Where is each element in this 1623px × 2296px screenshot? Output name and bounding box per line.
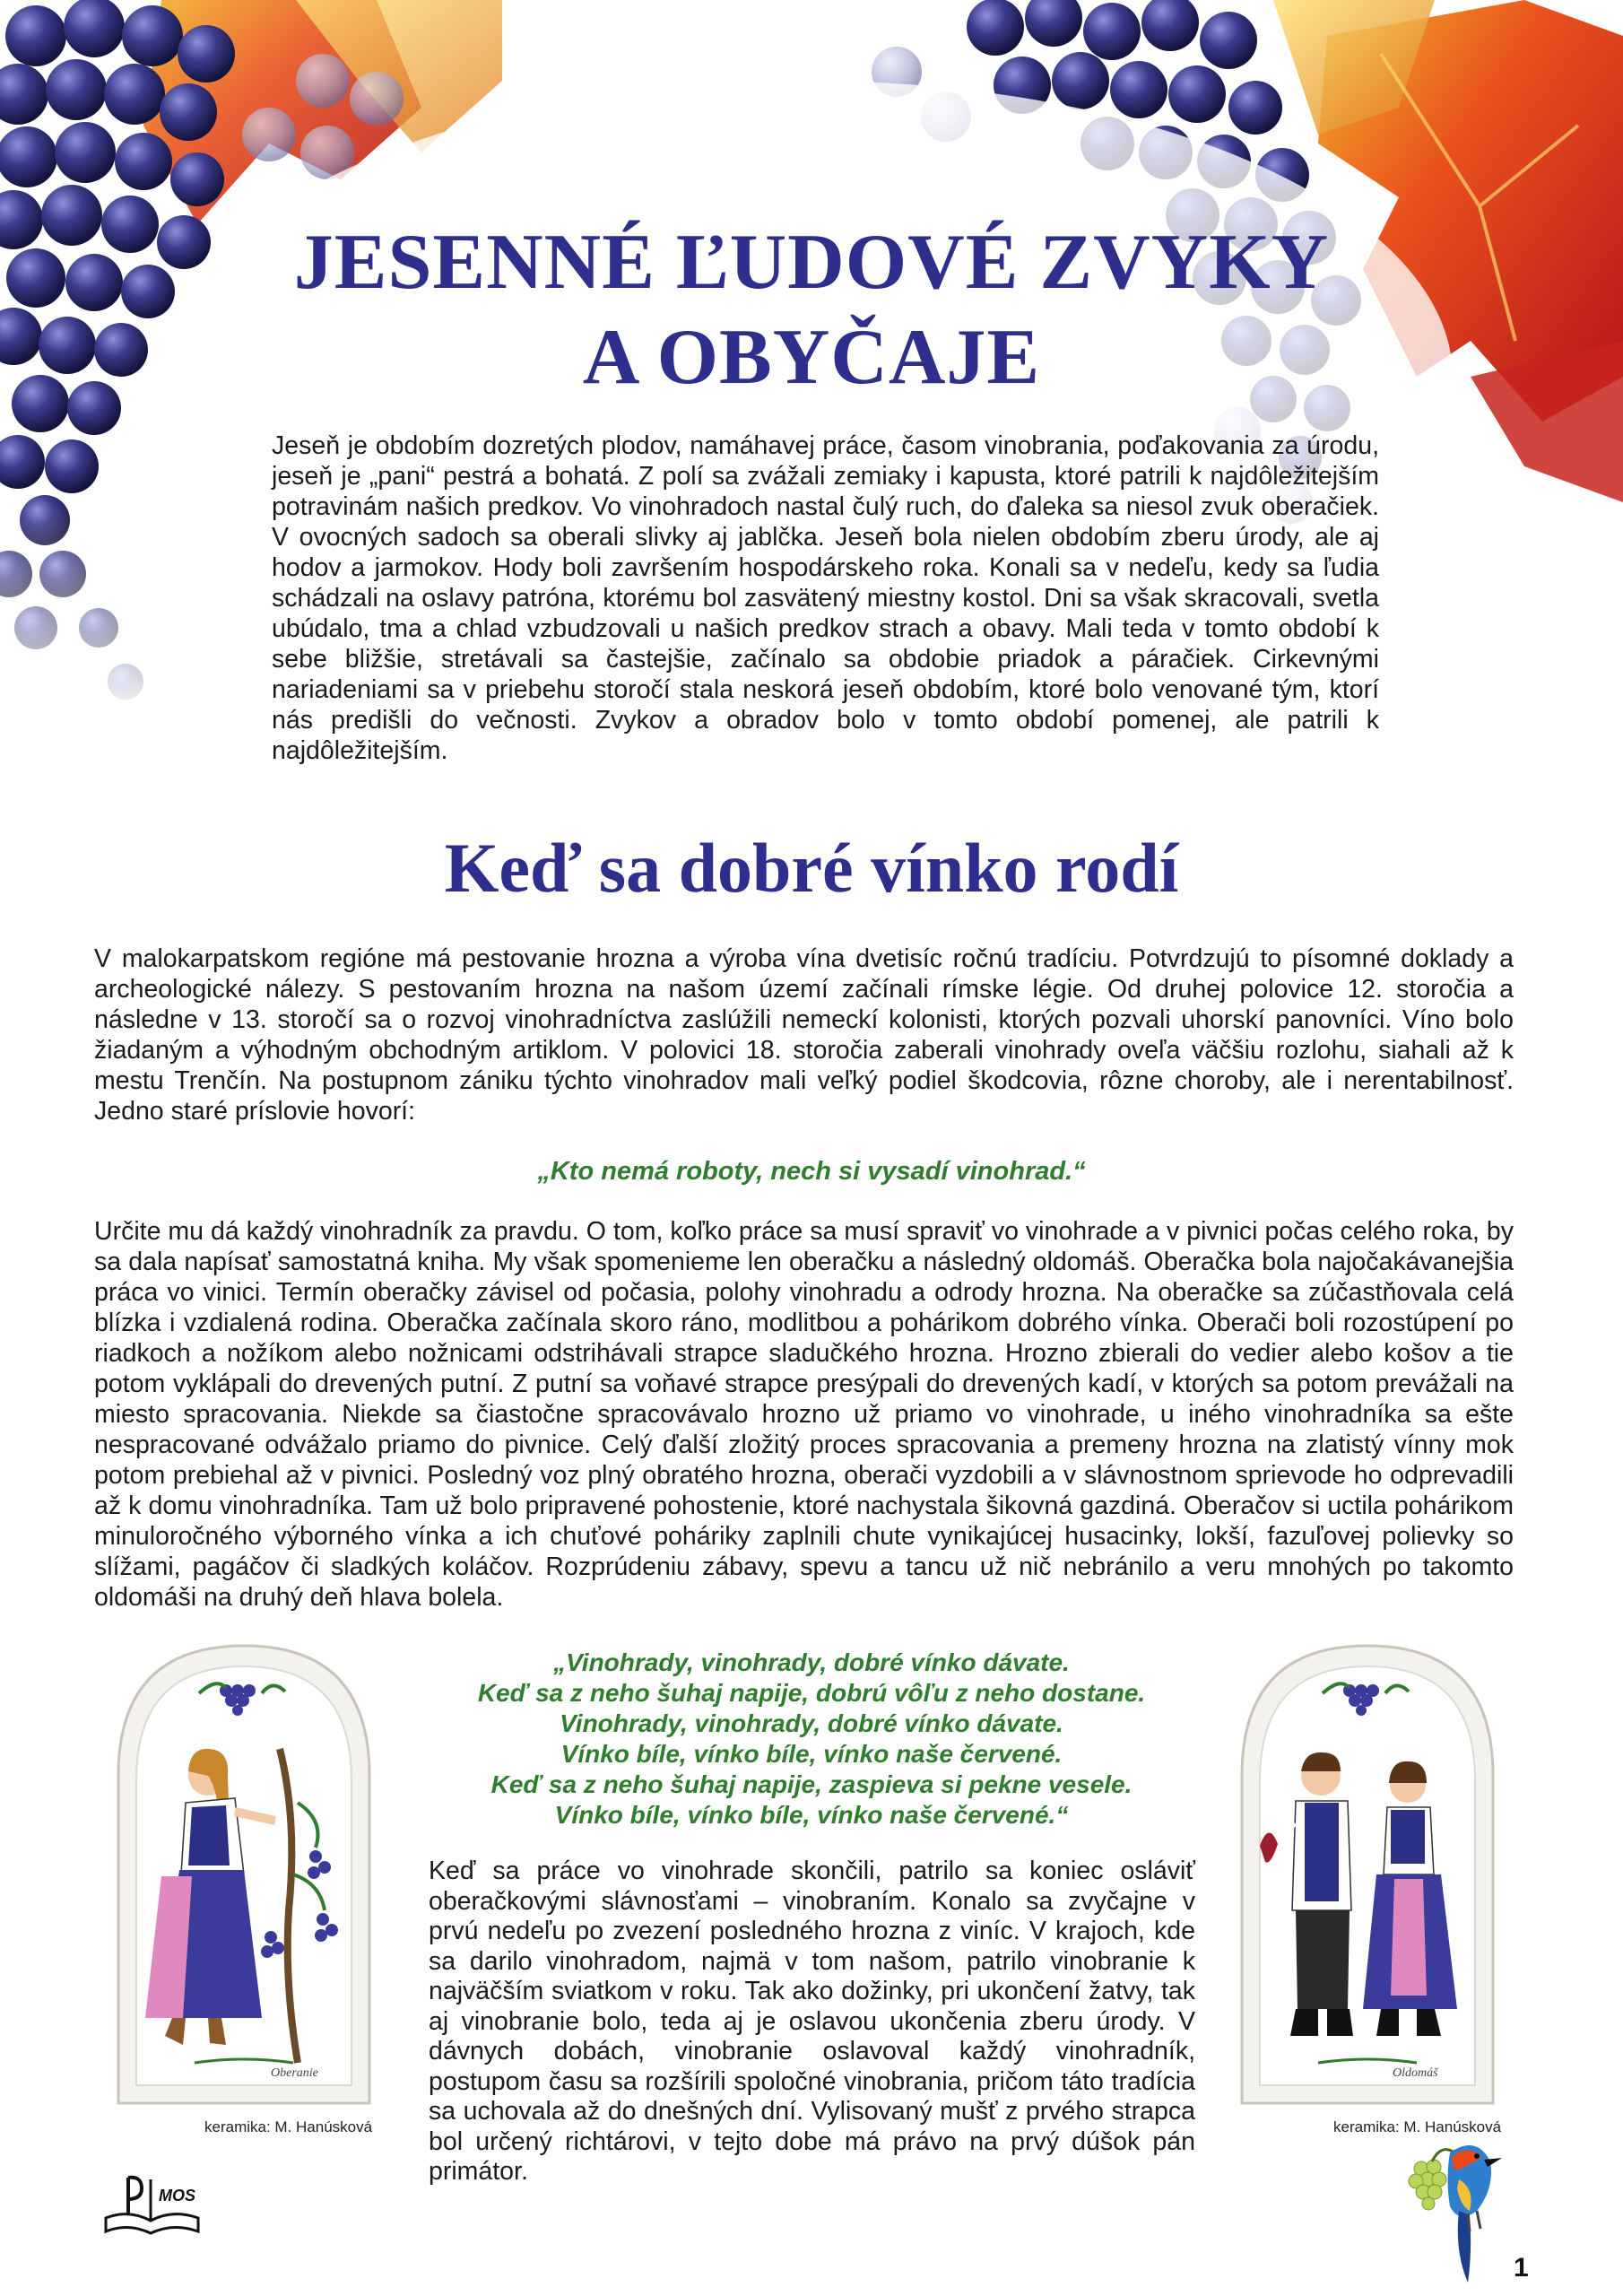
plaque-label-left: Oberanie — [271, 2066, 318, 2080]
song-line: Vínko bíle, vínko bíle, vínko naše červené.“ — [554, 1801, 1069, 1829]
publisher-logo-icon — [101, 2169, 204, 2236]
page-title-line2: A OBYČAJE — [582, 314, 1041, 401]
ceramic-plaque-picking — [109, 1641, 378, 2108]
paragraph-2: Určite mu dá každý vinohradník za pravdu. O tom, koľko práce sa musí spraviť vo vinohrade a v pivnici počas celého roka, by sa dala napísať samostatná kniha. My však spomenieme len oberačku a následný oldomáš. Oberačka bola najočakávanejšia práca vo vinici. Termín oberačky závisel od počasia, polohy vinohradu a odrody hrozna. Na oberačke sa zúčastňovala celá blízka i vzdialená rodina. Oberačka začínala skoro ráno, modlitbou a pohárikom dobrého vínka. Oberači boli rozostúpení po riadkoch a nožíkom alebo nožnicami odstrihávali strapce sladučkého hrozna. Hrozno zbierali do vedier alebo košov a tie potom vyklápali do drevených putní. Z putní sa voňavé strapce presýpali do drevených kadí, v ktorých sa potom prevážali na miesto spracovania. Niekde sa čiastočne spracovávalo hrozno už priamo vo vinohrade, u iného vinohradníka sa ešte nespracované odvážalo priamo do pivnice. Celý ďalší zložitý proces spracovania a premeny hrozna na zlatistý vínny mok potom prebiehal až v pivnici. Posledný voz plný obratého hrozna, oberači vyzdobili a v slávnostnom sprievode ho odprevadili až k domu vinohradníka. Tam už bolo pripravené pohostenie, ktoré nachystala šikovná gazdiná. Oberačov si uctila pohárikom minuloročného výborného vínka a ich chuťové poháriky zaplnili chute vynikajúcej husacinky, lokší, fazuľovej polievky so slížami, pagáčov či sladkých koláčov. Rozprúdeniu zábavy, spevu a tancu už nič nebránilo a veru mnohých po takomto oldomáši na druhý deň hlava bolela. — [94, 1217, 1514, 1612]
caption-left: keramika: M. Hanúsková — [204, 2118, 373, 2135]
section-title: Keď sa dobré vínko rodí — [444, 829, 1179, 907]
song-line: „Vinohrady, vinohrady, dobré vínko dávate. — [553, 1648, 1070, 1676]
page-title — [0, 215, 1623, 405]
song-line: Vinohrady, vinohrady, dobré vínko dávate. — [560, 1709, 1063, 1737]
plaque-label-right: Oldomáš — [1393, 2066, 1438, 2080]
song-line: Vínko bíle, vínko bíle, vínko naše červené. — [560, 1740, 1063, 1768]
paragraph-1: V malokarpatskom regióne má pestovanie hrozna a výroba vína dvetisíc ročnú tradíciu. Potvrdzujú to písomné doklady a archeologické nálezy. S pestovaním hrozna na našom území začínali rímske légie. Od druhej polovice 12. storočia a následne v 13. storočí sa o rozvoj vinohradníctva zaslúžili nemeckí kolonisti, ktorých pozvali uhorskí panovníci. Víno bolo žiadaným a výhodným obchodným artiklom. V polovici 18. storočia zaberali vinohrady oveľa väčšiu rozlohu, siahali až k mestu Trenčín. Na postupnom zániku týchto vinohradov mali veľký podiel škodcovia, rôzne choroby, ale i nerentabilnosť. Jedno staré príslovie hovorí: — [94, 944, 1514, 1126]
song-line: Keď sa z neho šuhaj napije, dobrú vôľu z neho dostane. — [477, 1679, 1146, 1707]
logo-text: MOS — [159, 2187, 196, 2205]
page-title-line1: JESENNÉ ĽUDOVÉ ZVYKY — [293, 219, 1330, 306]
page-number: 1 — [1514, 2253, 1529, 2283]
intro-paragraph: Jeseň je obdobím dozretých plodov, namáhavej práce, časom vinobrania, poďakovania za úrodu, jeseň je „pani“ pestrá a bohatá. Z polí sa zvážali zemiaky i kapusta, ktoré patrili k najdôležitejším potravinám našich predkov. Vo vinohradoch nastal čulý ruch, do ďaleka sa niesol zvuk oberačiek. V ovocných sadoch sa oberali slivky aj jablčka. Jeseň bola nielen obdobím zberu úrody, ale aj hodov a jarmokov. Hody boli završením hospodárskeho roka. Konali sa v nedeľu, kedy sa ľudia schádzali na oslavy patróna, ktorému bol zasvätený miestny kostol. Dni sa však skracovali, svetla ubúdalo, tma a chlad vzbudzovali u našich predkov strach a obavy. Mali teda v tomto období k sebe bližšie, stretávali sa častejšie, začínalo sa obdobie priadok a páračiek. Cirkevnými nariadeniami sa v priebehu storočí stala neskorá jeseň obdobím, ktoré bolo venované tým, ktorí nás predišli do večnosti. Zvykov a obradov bolo v tomto období pomenej, ale patrili k najdôležitejším. — [272, 431, 1379, 765]
bird-grapes-icon — [1405, 2126, 1513, 2287]
ceramic-plaque-celebration — [1233, 1641, 1502, 2108]
song-line: Keď sa z neho šuhaj napije, zaspieva si pekne vesele. — [490, 1770, 1133, 1798]
proverb-quote: „Kto nemá roboty, nech si vysadí vinohrad.“ — [537, 1157, 1086, 1186]
folk-song-verse — [395, 1648, 1228, 1831]
caption-right: keramika: M. Hanúsková — [1333, 2118, 1502, 2135]
paragraph-3: Keď sa práce vo vinohrade skončili, patrilo sa koniec osláviť oberačkovými slávnosťami – vinobraním. Konalo sa zvyčajne v prvú nedeľu po zvezení posledného hrozna z viníc. V krajoch, kde sa darilo vinohradom, najmä v tom našom, patrilo vinobranie k najväčším sviatkom v roku. Tak ako dožinky, pri ukončení žatvy, tak aj vinobranie bolo, teda aj je oslavou ukončenia zberu úrody. V dávnych dobách, vinobranie oslavoval každý vinohradník, postupom času sa rozšírili spoločné vinobrania, pričom táto tradícia sa uchovala až do dnešných dní. Vylisovaný mušť z prvého strapca bol určený richtárovi, v tejto dobe má právo na prvý dúšok pán primátor. — [429, 1857, 1195, 2186]
